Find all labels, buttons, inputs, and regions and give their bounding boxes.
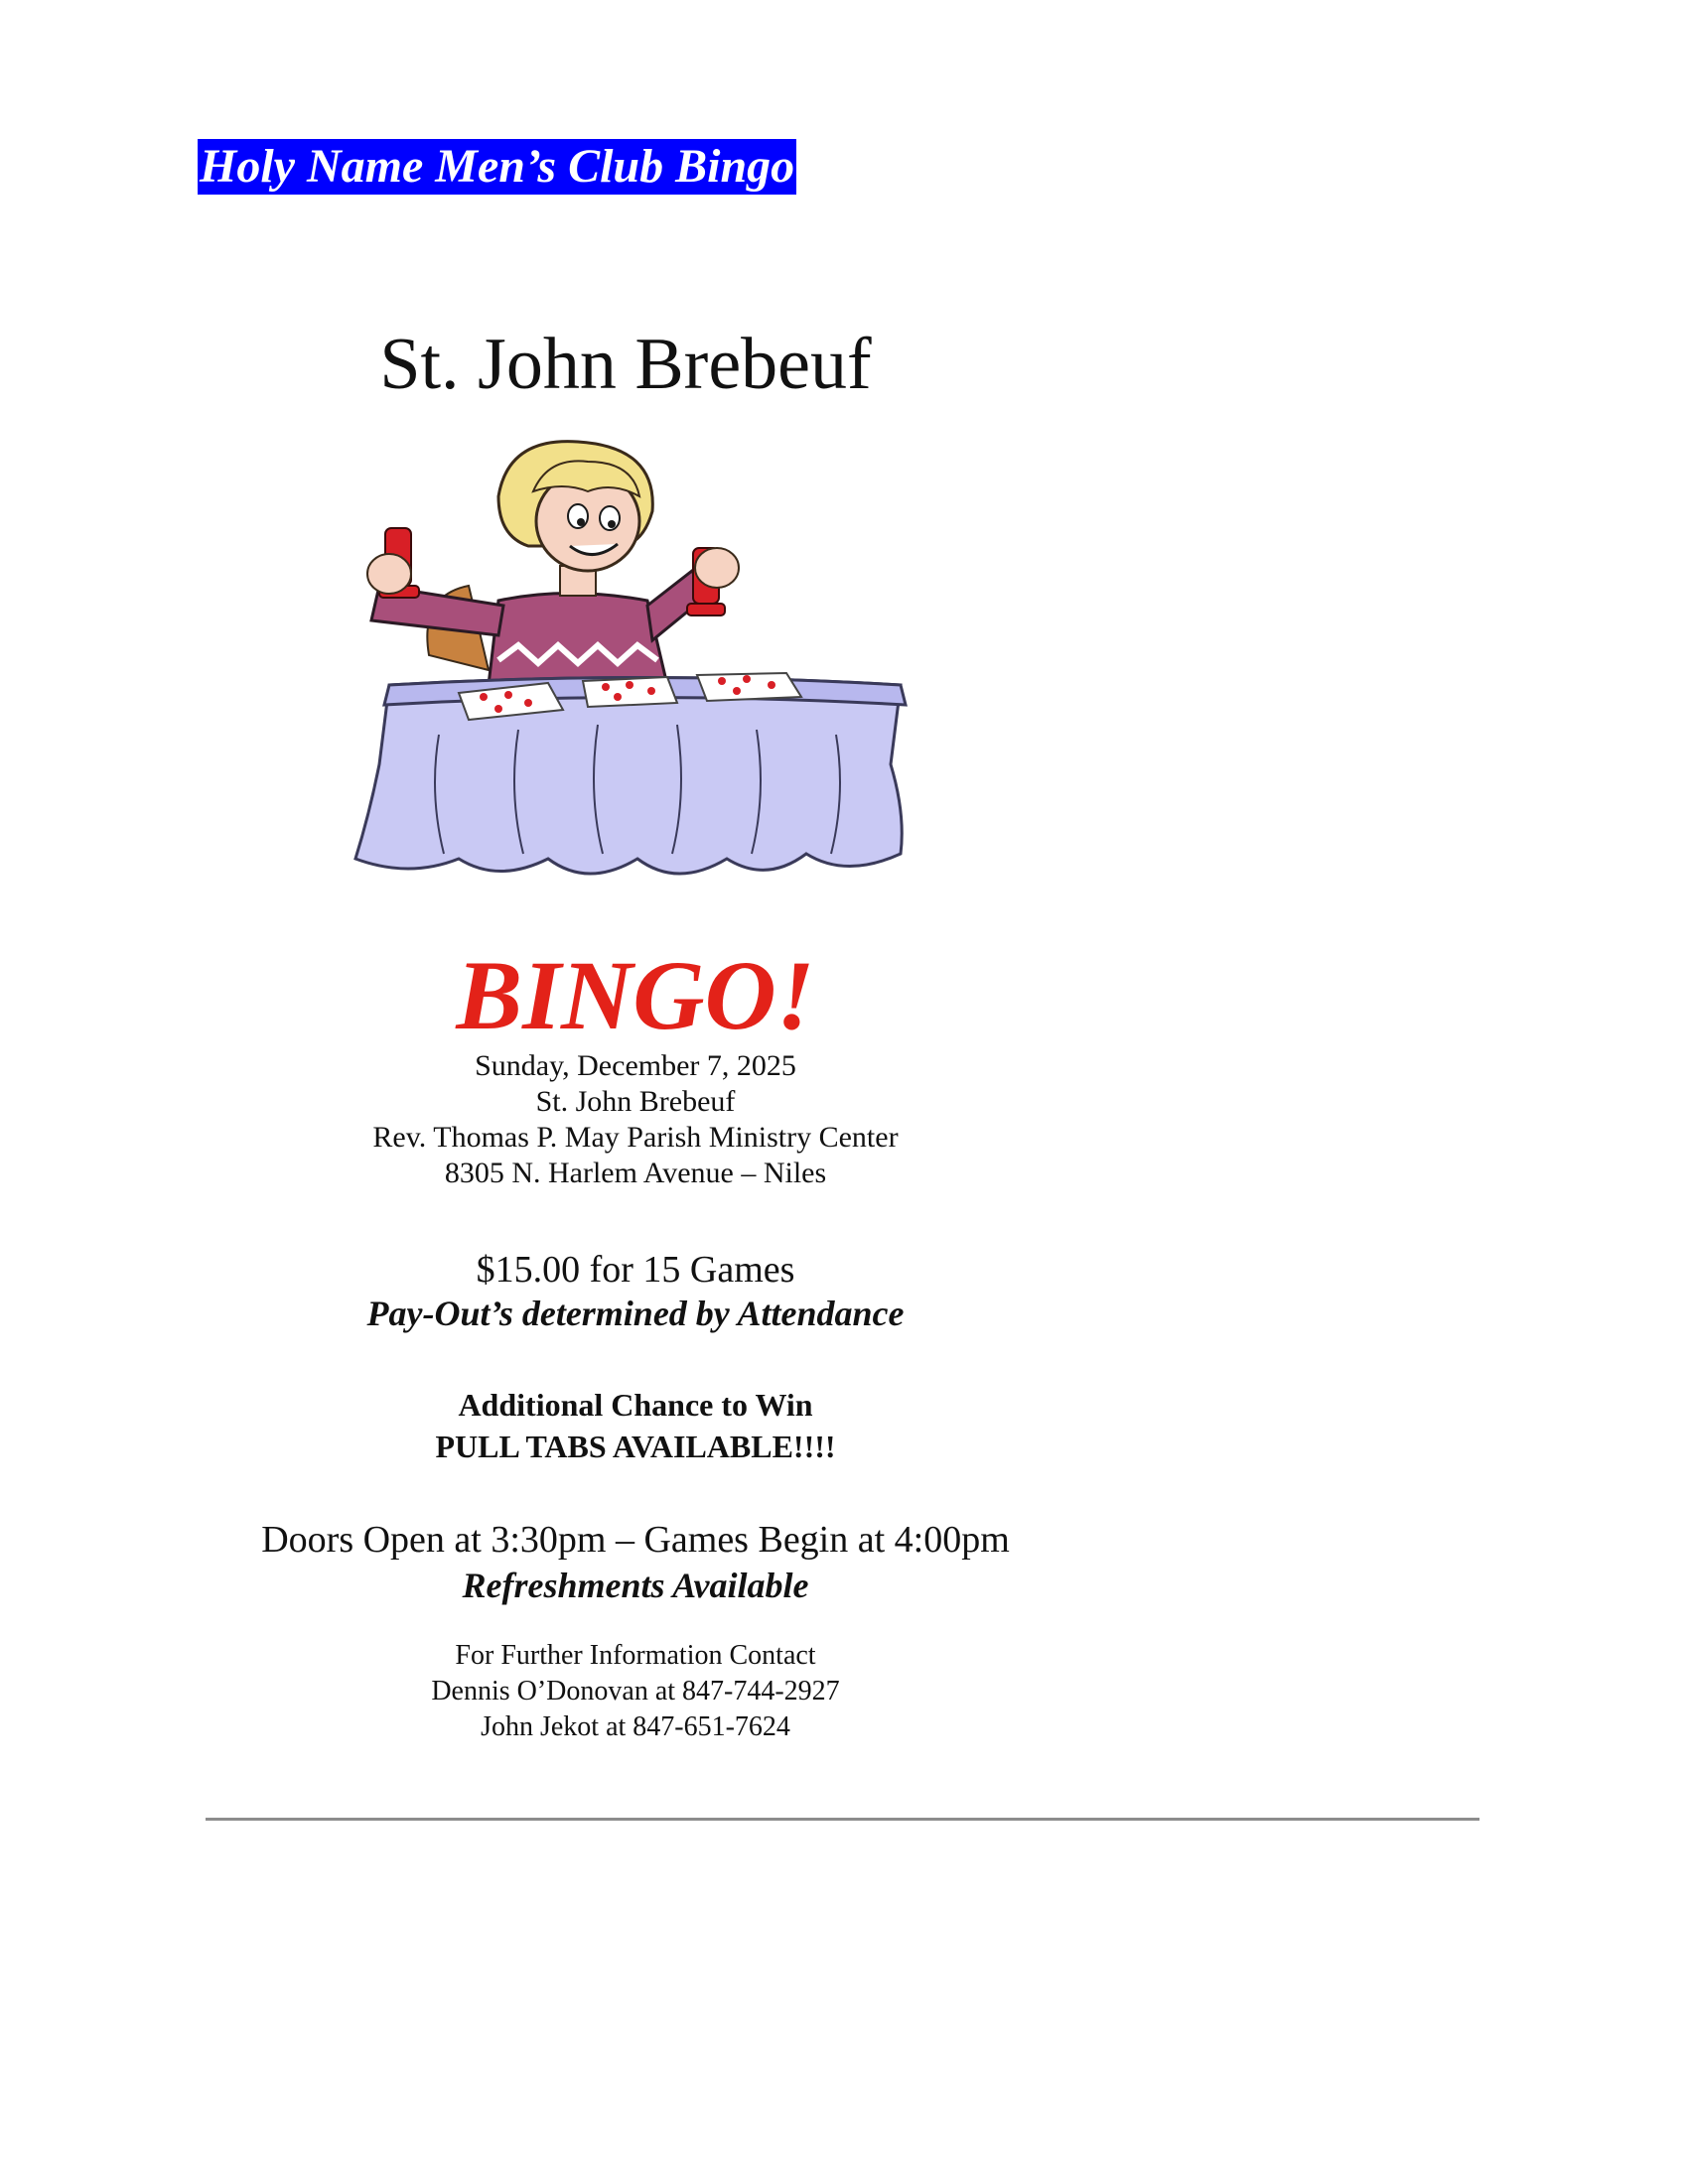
event-date: Sunday, December 7, 2025 [475, 1049, 796, 1082]
price-line: $15.00 for 15 Games [476, 1249, 795, 1291]
bingo-headline: BINGO! [456, 940, 815, 1050]
schedule-line: Doors Open at 3:30pm – Games Begin at 4:00pm [261, 1519, 1010, 1561]
payout-note: Pay-Out’s determined by Attendance [366, 1294, 905, 1333]
extra-chance-line: Additional Chance to Win [458, 1387, 813, 1423]
event-parish: St. John Brebeuf [535, 1085, 736, 1118]
contact-person-1: Dennis O’Donovan at 847-744-2927 [431, 1676, 840, 1706]
event-address: 8305 N. Harlem Avenue – Niles [444, 1157, 827, 1189]
bingo-player-illustration [350, 437, 921, 933]
refreshments-line: Refreshments Available [462, 1566, 809, 1605]
contact-info [298, 1638, 973, 1745]
page-header-banner: Holy Name Men’s Club Bingo [200, 140, 795, 193]
horizontal-divider [206, 1818, 1479, 1821]
contact-heading: For Further Information Contact [455, 1640, 816, 1671]
pull-tabs-line: PULL TABS AVAILABLE!!!! [435, 1429, 836, 1464]
contact-person-2: John Jekot at 847-651-7624 [481, 1711, 790, 1742]
event-venue: Rev. Thomas P. May Parish Ministry Center [372, 1121, 899, 1154]
pull-tabs-notice [298, 1384, 973, 1467]
event-details [298, 1048, 973, 1191]
church-title: St. John Brebeuf [379, 324, 872, 405]
